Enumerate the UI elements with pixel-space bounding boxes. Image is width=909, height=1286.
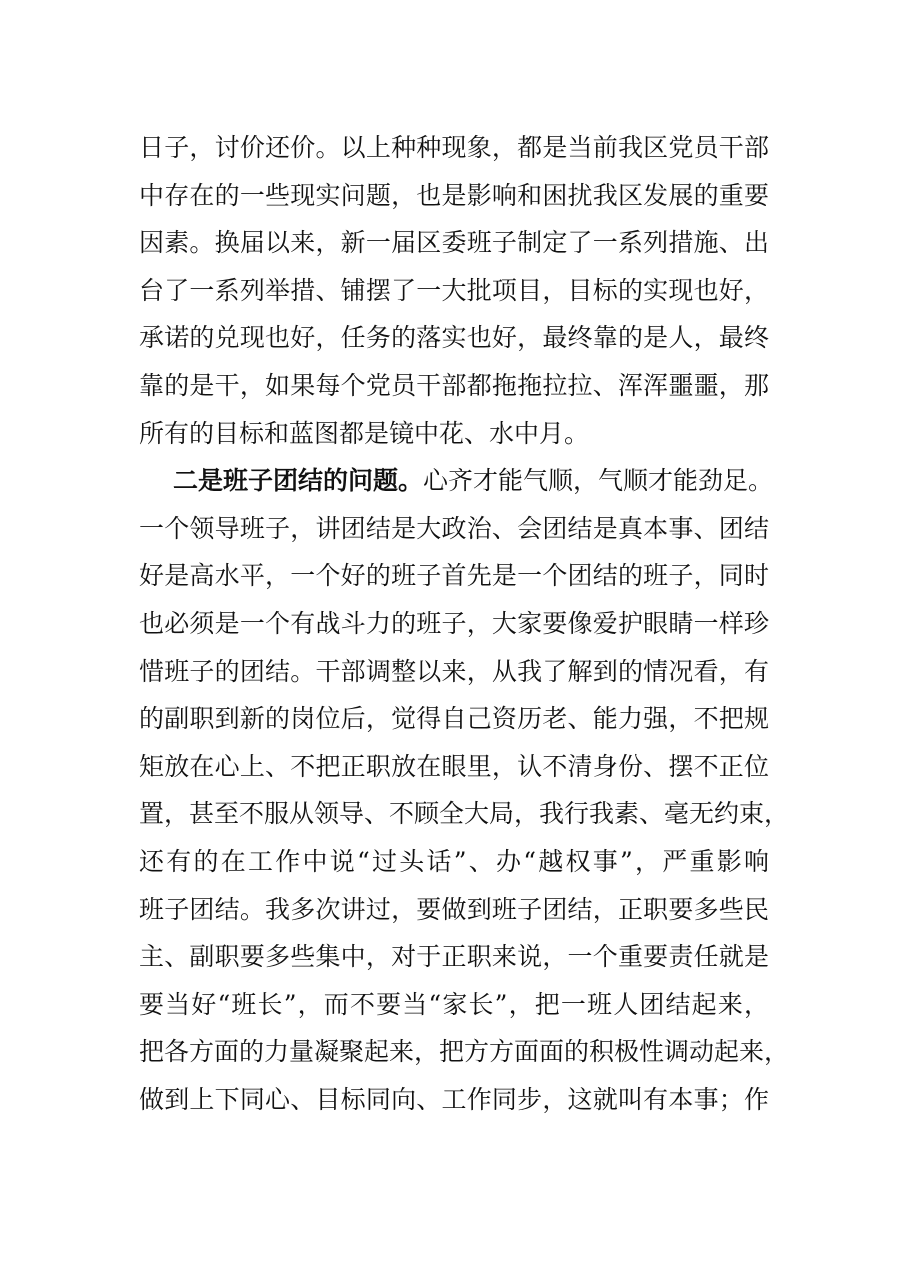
text-line: 承诺的兑现也好，任务的落实也好，最终靠的是人，最终	[139, 323, 769, 353]
text-line: 主、副职要多些集中，对于正职来说，一个重要责任就是	[139, 942, 769, 972]
text-line: 中存在的一些现实问题，也是影响和困扰我区发展的重要	[139, 180, 769, 210]
text-line: 要当好“班长”，而不要当“家长”，把一班人团结起来，	[139, 989, 769, 1019]
text-line: 好是高水平，一个好的班子首先是一个团结的班子，同时	[139, 561, 769, 591]
body-text	[139, 124, 790, 1123]
paragraph-first-line	[139, 457, 774, 505]
text-line: 惜班子的团结。干部调整以来，从我了解到的情况看，有	[139, 656, 769, 686]
text-line: 把各方面的力量凝聚起来，把方方面面的积极性调动起来，	[139, 1037, 790, 1067]
section-heading: 二是班子团结的问题。	[173, 466, 424, 496]
first-line-text: 心齐才能气顺，气顺才能劲足。	[423, 466, 774, 496]
text-line: 日子，讨价还价。以上种种现象，都是当前我区党员干部	[139, 133, 769, 162]
text-line: 的副职到新的岗位后，觉得自己资历老、能力强，不把规	[139, 704, 769, 734]
text-line: 还有的在工作中说“过头话”、办“越权事”，严重影响	[139, 846, 769, 876]
text-line: 也必须是一个有战斗力的班子，大家要像爱护眼睛一样珍	[139, 608, 769, 638]
text-line: 置，甚至不服从领导、不顾全大局，我行我素、毫无约束，	[139, 799, 790, 829]
text-line: 因素。换届以来，新一届区委班子制定了一系列措施、出	[139, 228, 769, 258]
text-line: 一个领导班子，讲团结是大政治、会团结是真本事、团结	[139, 513, 769, 543]
paragraph-2	[139, 457, 790, 1123]
text-line: 所有的目标和蓝图都是镜中花、水中月。	[139, 418, 590, 448]
text-line: 做到上下同心、目标同向、工作同步，这就叫有本事；作	[139, 1084, 769, 1114]
text-line: 班子团结。我多次讲过，要做到班子团结，正职要多些民	[139, 894, 769, 924]
text-line: 靠的是干，如果每个党员干部都拖拖拉拉、浑浑噩噩，那	[139, 370, 769, 400]
text-line: 矩放在心上、不把正职放在眼里，认不清身份、摆不正位	[139, 751, 769, 781]
paragraph-1	[139, 124, 769, 457]
text-line: 台了一系列举措、铺摆了一大批项目，目标的实现也好，	[139, 275, 769, 305]
